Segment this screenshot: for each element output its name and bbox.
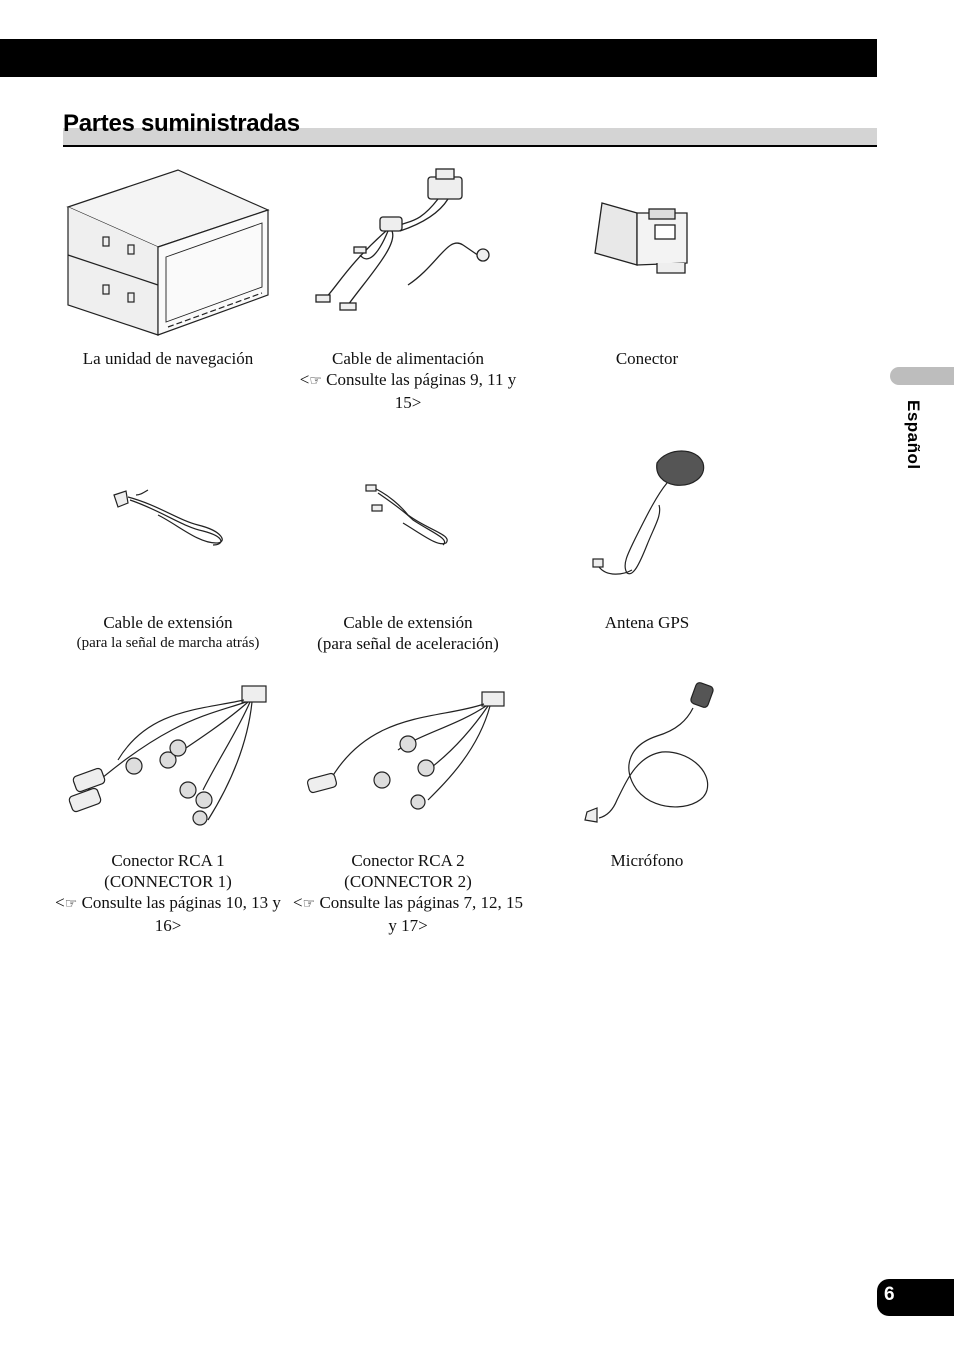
ref-open-bracket: < <box>299 370 310 389</box>
microphone-caption <box>527 850 767 871</box>
page-reference <box>288 369 528 413</box>
part-note: (para la señal de marcha atrás) <box>76 635 260 651</box>
navigation-unit-illustration <box>48 165 288 340</box>
gps-antenna-illustration <box>527 435 767 595</box>
connector-illustration <box>527 165 767 340</box>
pointing-hand-icon: ☞ <box>309 373 322 389</box>
part-note: (para señal de aceleración) <box>317 634 499 653</box>
heading-rule <box>63 145 877 147</box>
part-name: Cable de alimentación <box>332 349 484 368</box>
rca-connector-1-illustration <box>48 680 288 840</box>
ref-text: Consulte las páginas 10, 13 y 16> <box>81 893 281 935</box>
page-reference <box>48 892 288 936</box>
extension-cable-speed-caption <box>288 612 528 654</box>
part-name: Conector <box>615 349 679 368</box>
pointing-hand-icon: ☞ <box>302 896 316 912</box>
extension-cable-reverse-caption <box>48 612 288 654</box>
power-cable-illustration <box>288 165 528 340</box>
navigation-unit-caption <box>48 348 288 369</box>
part-name: La unidad de navegación <box>82 349 254 368</box>
rca-connector-1-caption <box>48 850 288 936</box>
part-name: Micrófono <box>610 851 684 870</box>
pointing-hand-icon: ☞ <box>64 896 78 912</box>
microphone-illustration <box>527 680 767 840</box>
section-title: Partes suministradas <box>63 110 300 137</box>
part-name: Cable de extensión <box>343 613 473 632</box>
page-number: 6 <box>884 1284 895 1305</box>
header-bar <box>0 39 877 77</box>
extension-cable-reverse-illustration <box>48 435 288 575</box>
part-name: Conector RCA 1 <box>111 851 225 870</box>
rca-connector-2-caption <box>288 850 528 936</box>
page-reference <box>288 892 528 936</box>
power-cable-caption <box>288 348 528 413</box>
connector-caption <box>527 348 767 369</box>
ref-text: Consulte las páginas 7, 12, 15 y 17> <box>319 893 523 935</box>
language-tab <box>890 367 954 385</box>
part-name: Antena GPS <box>604 613 690 632</box>
part-note: (CONNECTOR 2) <box>344 872 472 891</box>
rca-connector-2-illustration <box>288 680 528 840</box>
part-note: (CONNECTOR 1) <box>104 872 232 891</box>
gps-antenna-caption <box>527 612 767 633</box>
extension-cable-speed-illustration <box>288 435 528 575</box>
part-name: Cable de extensión <box>103 613 233 632</box>
ref-open-bracket: < <box>293 893 303 912</box>
ref-text: Consulte las páginas 9, 11 y 15> <box>326 370 517 412</box>
language-label: Español <box>904 400 923 470</box>
ref-open-bracket: < <box>55 893 65 912</box>
part-name: Conector RCA 2 <box>351 851 465 870</box>
